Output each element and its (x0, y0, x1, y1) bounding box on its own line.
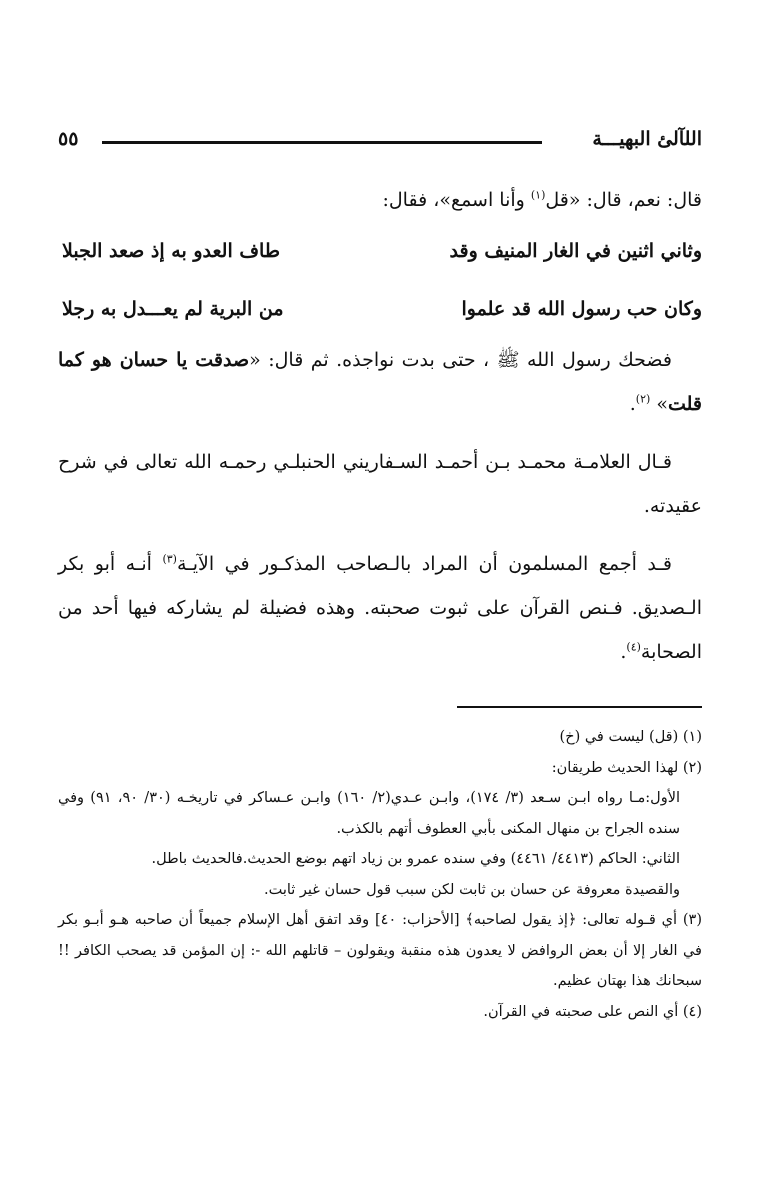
verse-2-second-hemistich: من البرية لم يعـــدل به رجلا (62, 298, 284, 320)
footnote-ref-2[interactable]: (٢) (635, 392, 651, 406)
page-number: ٥٥ (58, 128, 79, 150)
footnote-2-first-chain: الأول:مـا رواه ابـن سـعد (٣/ ١٧٤)، وابـن عـدي(٢/ ١٦٠) وابـن عـساكر في تاريخـه (٣٠/ ٩٠، ٩١) وفي سنده الجراح بن منهال المكنى بأبي العطوف أتهم بالكذب. (58, 790, 681, 837)
prophet-quote: صدقت يا حسان هو كما قلت (58, 349, 702, 415)
footnote-ref-1[interactable]: (١) (530, 188, 546, 202)
verse-line-2 (58, 280, 702, 338)
footnote-separator (457, 706, 702, 708)
footnote-1: (١) (قل) ليست في (خ) (559, 729, 702, 745)
paragraph-consensus: قـد أجمع المسلمون أن المراد بالـصاحب المذكـور في الآيـة$^{(٣)}$ أنـه أبو بكر الـصديق. فـنص القرآن على ثبوت صحبته. وهذه فضيلة لم يشاركه فيها أحد من الصحابة$^{(٤)}$. (58, 552, 702, 663)
footnote-ref-4[interactable]: (٤) (626, 640, 641, 654)
header-rule (102, 141, 542, 144)
footnote-2-title: (٢) لهذا الحديث طريقان: (551, 759, 702, 776)
footnote-3: (٣) أي قـوله تعالى: ﴿إذ يقول لصاحبه﴾ [الأحزاب: ٤٠] وقد اتفق أهل الإسلام جميعاً أن صاحبه هـو أبـو بكر في الغار إلا أن بعض الروافض لا يعدون هذه منقبة ويقولون – قاتلهم الله -: إن المؤمن قد يصحب الكافر !! سبحانك هذا بهتان عظيم. (58, 912, 702, 989)
verse-1-first-hemistich: وثاني اثنين في الغار المنيف وقد (449, 240, 702, 262)
footnotes (58, 722, 702, 1027)
footnote-ref-3[interactable]: (٣) (162, 552, 177, 566)
running-header (58, 128, 702, 160)
paragraph-saffarini: قـال العلامـة محمـد بـن أحمـد السـفاريني الحنبلـي رحمـه الله تعالى في شرح عقيدته. (58, 451, 702, 517)
footnote-4: (٤) أي النص على صحبته في القرآن. (483, 1003, 702, 1020)
intro-line: قال: نعم، قال: «قل$^{(١)}$ وأنا اسمع»، فقال: (382, 188, 702, 211)
verse-1-second-hemistich: طاف العدو به إذ صعد الجبلا (62, 240, 280, 262)
main-text (58, 178, 702, 674)
verse-2-first-hemistich: وكان حب رسول الله قد علموا (461, 298, 702, 320)
paragraph-prophet-laughed: فضحك رسول الله ﷺ ، حتى بدت نواجذه. ثم قال: «صدقت يا حسان هو كما قلت» $^{(٢)}$. (58, 349, 702, 415)
book-title: اللآلئ البهيـــة (592, 128, 702, 150)
footnote-2-second-chain: الثاني: الحاكم (٤٤١٣/ ٤٤٦١) وفي سنده عمرو بن زياد اتهم بوضع الحديث.فالحديث باطل. (151, 851, 680, 867)
footnote-2-note: والقصيدة معروفة عن حسان بن ثابت لكن سبب قول حسان غير ثابت. (263, 881, 680, 898)
verse-line-1 (58, 222, 702, 280)
